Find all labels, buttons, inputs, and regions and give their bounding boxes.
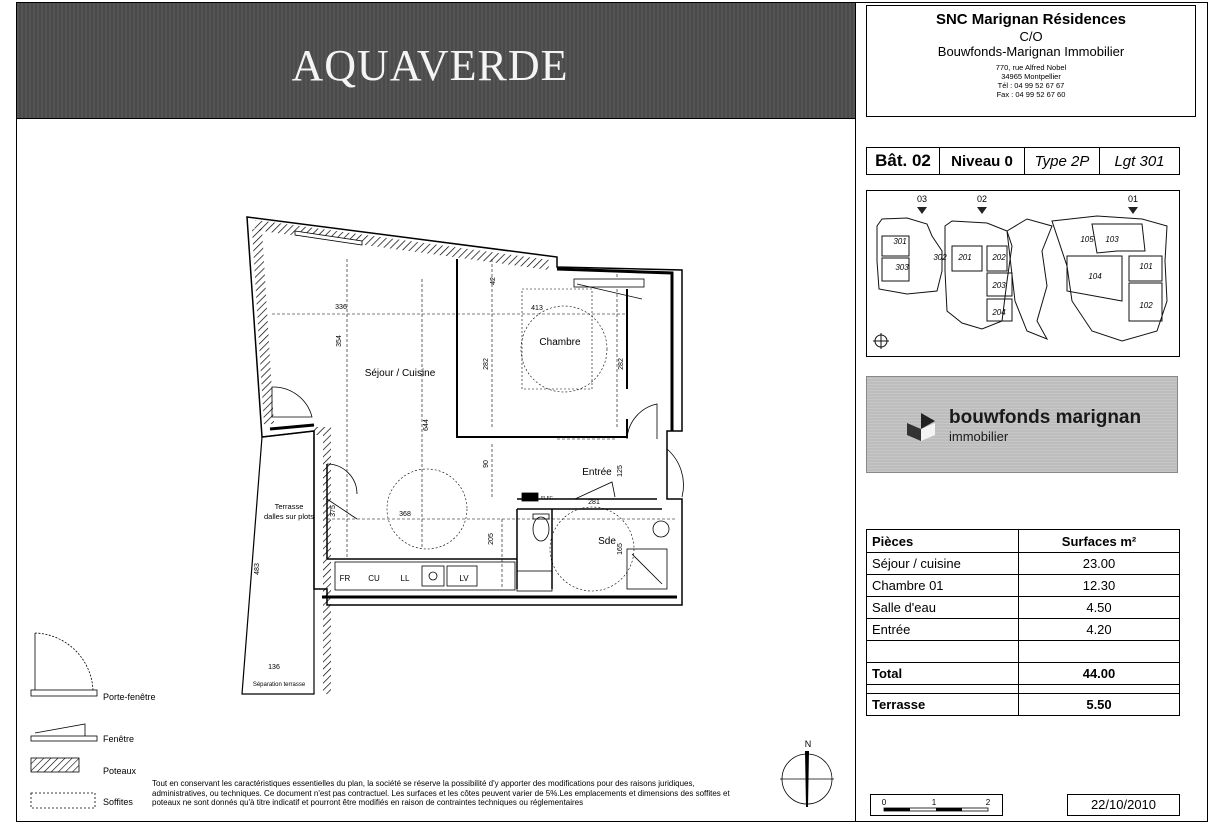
kitchen-fr: FR [339,574,351,583]
lot-batiment: Bât. 02 [867,148,940,174]
unit-104: 104 [1088,272,1102,281]
logo-subtitle: immobilier [949,429,1009,444]
dim-336: 336 [335,304,347,311]
lot-niveau: Niveau 0 [940,148,1025,174]
unit-202: 202 [992,253,1006,262]
column-divider [855,3,856,821]
total-label: Total [867,663,1019,685]
terrace-value: 5.50 [1019,694,1180,716]
page-title: AQUAVERDE [291,41,569,90]
dim-282a: 282 [483,358,490,370]
dim-413: 413 [531,305,543,312]
unit-303: 303 [895,263,909,272]
dim-165: 165 [617,543,624,555]
header-room: Pièces [867,530,1019,553]
company-parent: Bouwfonds-Marignan Immobilier [937,44,1125,59]
dimension-lines [272,259,677,589]
dim-368: 368 [399,511,411,518]
unit-102: 102 [1139,301,1153,310]
scale-label-0: 0 [881,798,887,807]
lot-logement: Lgt 301 [1114,152,1165,170]
clearance-circles [387,289,634,591]
dim-375: 375 [330,505,337,517]
table-row [867,575,1180,597]
company-tel: Tél : 04 99 52 67 67 [997,81,1065,90]
north-compass-icon [775,737,835,809]
marker-02: 02 [976,194,988,204]
walls [242,217,682,694]
table-row-empty [867,685,1180,694]
dim-90: 90 [483,460,490,468]
unit-302: 302 [933,253,947,262]
scale-bar [870,794,1003,816]
room-area: 23.00 [1019,553,1180,575]
logo-icon [905,411,937,443]
unit-301: 301 [893,237,907,246]
dim-125: 125 [617,465,624,477]
dim-282b: 282 [618,358,625,370]
legend-soffites: Soffites [103,797,133,807]
room-separation: Séparation terrasse [252,682,306,688]
kitchen-lv: LV [459,574,469,583]
unit-203: 203 [992,281,1006,290]
table-row [867,597,1180,619]
dim-281: 281 [588,499,600,506]
unit-101: 101 [1139,262,1153,271]
room-chambre: Chambre [539,337,581,348]
key-plan-drawing [867,191,1179,356]
terrace-row [867,694,1180,716]
dim-644: 644 [423,419,430,431]
lot-type: Type 2P [1025,148,1100,174]
disclaimer: Tout en conservant les caractéristiques essentielles du plan, la société se réserve la possibilité d'y apporter des modifications pour des raisons juridiques, administratives, ou techniques. Ce document n'est pas contractuel. Les surfaces et les côtes peuvent varier de 5%.Les emplacements et dimensions des soffites et poteaux ne sont donnés qu'à titre indicatif et pourront être modifiés en raison de contraintes techniques ou réglementaires [152,779,730,807]
room-terrasse-sub: dalles sur plots [263,512,315,521]
company-name: SNC Marignan Résidences [935,11,1127,28]
surfaces-header [867,530,1180,553]
compass-north-label: N [804,739,812,749]
dim-205: 205 [488,533,495,545]
room-name: Salle d'eau [867,597,1019,619]
header-area: Surfaces m² [1019,530,1180,553]
marker-01: 01 [1127,194,1139,204]
company-fax: Fax : 04 99 52 67 60 [996,90,1066,99]
unit-201: 201 [958,253,972,262]
unit-103: 103 [1105,235,1119,244]
room-sejour: Séjour / Cuisine [364,368,436,379]
unit-105: 105 [1080,235,1094,244]
company-box [866,5,1196,117]
company-co: C/O [1019,29,1043,44]
unit-204: 204 [992,308,1006,317]
kitchen-cu: CU [368,574,380,583]
room-terrasse: Terrasse [274,502,304,511]
room-sde: Sde [598,536,616,547]
developer-logo [866,376,1178,473]
legend [25,628,145,813]
room-area: 12.30 [1019,575,1180,597]
company-address1: 770, rue Alfred Nobel [995,63,1067,72]
company-address2: 34965 Montpellier [1001,72,1061,81]
table-row-empty [867,641,1180,663]
table-row [867,553,1180,575]
surfaces-table [866,529,1180,716]
lot-info [866,147,1180,175]
terrace-label: Terrasse [867,694,1019,716]
scale-label-2: 2 [985,798,991,807]
dim-354: 354 [336,335,343,347]
room-name: Séjour / cuisine [867,553,1019,575]
room-name: Entrée [867,619,1019,641]
legend-fenetre: Fenêtre [103,734,135,744]
kitchen-ll: LL [400,574,410,583]
legend-porte-fenetre: Porte-fenêtre [103,692,156,702]
legend-poteaux: Poteaux [103,766,137,776]
table-row [867,619,1180,641]
dim-42: 42 [490,277,497,285]
plan-date: 22/10/2010 [1067,794,1180,816]
scale-label-1: 1 [931,798,937,807]
room-entree: Entrée [582,467,612,478]
room-area: 4.50 [1019,597,1180,619]
room-area: 4.20 [1019,619,1180,641]
logo-name: bouwfonds marignan [949,407,1142,428]
scale-graphic [871,795,1002,815]
total-value: 44.00 [1019,663,1180,685]
dim-483: 483 [254,563,261,575]
elec-label: ELEC [541,495,553,500]
total-row [867,663,1180,685]
room-name: Chambre 01 [867,575,1019,597]
dim-136: 136 [268,664,280,671]
key-plan [866,190,1180,357]
marker-03: 03 [916,194,928,204]
